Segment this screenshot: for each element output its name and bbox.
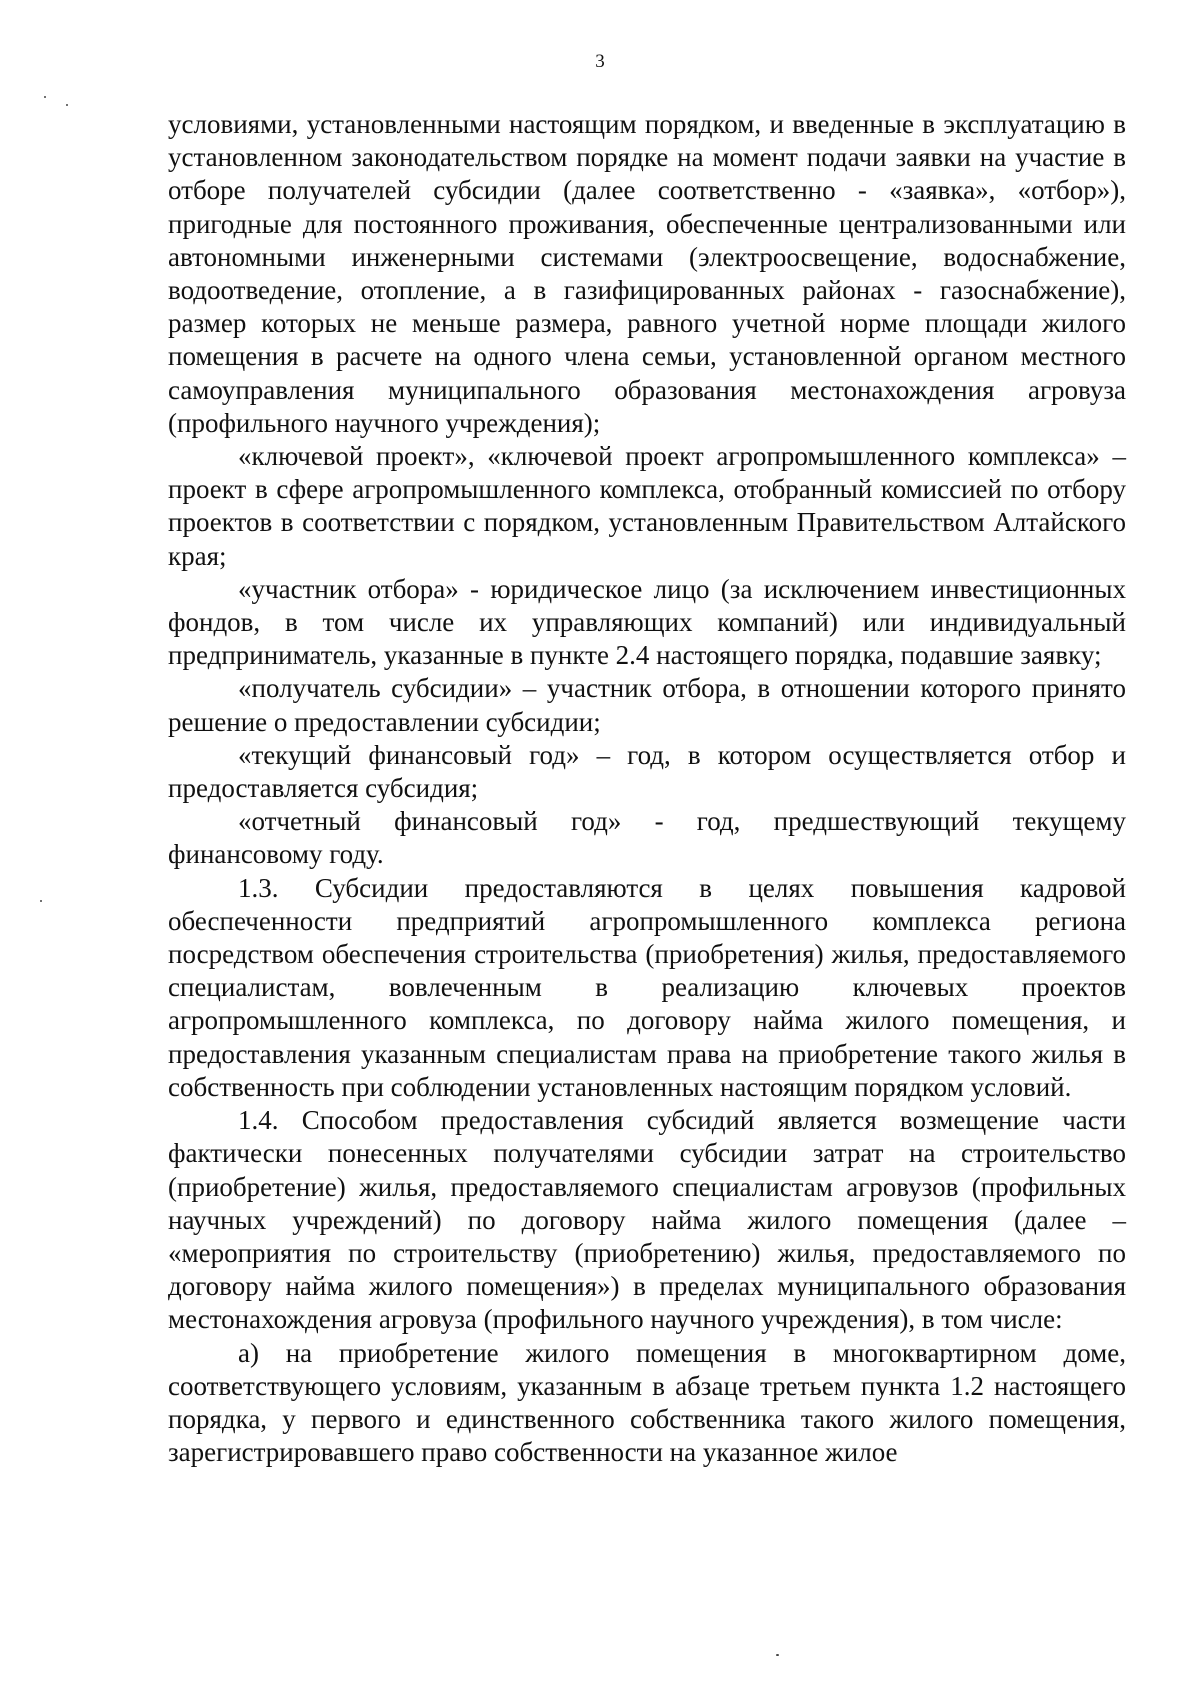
- paragraph-key-project-definition: «ключевой проект», «ключевой проект агропромышленного комплекса» – проект в сфере агропромышленного комплекса, отобранный комиссией по отбору проектов в соответствии с порядком, установленным Правительством Алтайского края;: [168, 441, 1126, 571]
- scan-speck: [66, 104, 68, 106]
- document-body: [168, 108, 1126, 1469]
- scan-speck: [40, 900, 42, 902]
- scan-speck: [776, 1654, 779, 1656]
- scan-speck: [44, 96, 46, 98]
- page-number: 3: [595, 51, 605, 72]
- paragraph-selection-participant-definition: «участник отбора» - юридическое лицо (за исключением инвестиционных фондов, в том числе их управляющих компаний) или индивидуальный предприниматель, указанные в пункте 2.4 настоящего порядка, подавшие заявку;: [168, 573, 1126, 671]
- paragraph-subsidy-recipient-definition: «получатель субсидии» – участник отбора, в отношении которого принято решение о предоставлении субсидии;: [168, 673, 1126, 737]
- paragraph-clause-1-4: 1.4. Способом предоставления субсидий является возмещение части фактически понесенных получателями субсидии затрат на строительство (приобретение) жилья, предоставляемого специалистам агровузов (профильных научных учреждений) по договору найма жилого помещения (далее – «мероприятия по строительству (приобретению) жилья, предоставляемого по договору найма жилого помещения») в пределах муниципального образования местонахождения агровуза (профильного научного учреждения), в том числе:: [168, 1105, 1126, 1335]
- paragraph-clause-1-4-a: а) на приобретение жилого помещения в многоквартирном доме, соответствующего условиям, указанным в абзаце третьем пункта 1.2 настоящего порядка, у первого и единственного собственника такого жилого помещения, зарегистрировавшего право собственности на указанное жилое: [168, 1337, 1126, 1468]
- paragraph-continuation: условиями, установленными настоящим порядком, и введенные в эксплуатацию в установленном законодательством порядке на момент подачи заявки на участие в отборе получателей субсидии (далее соответственно - «заявка», «отбор»), пригодные для постоянного проживания, обеспеченные централизованными или автономными инженерными системами (электроосвещение, водоснабжение, водоотведение, отопление, а в газифицированных районах - газоснабжение), размер которых не меньше размера, равного учетной норме площади жилого помещения в расчете на одного члена семьи, установленной органом местного самоуправления муниципального образования местонахождения агровуза (профильного научного учреждения);: [168, 109, 1126, 438]
- paragraph-current-fiscal-year-definition: «текущий финансовый год» – год, в котором осуществляется отбор и предоставляется субсидия;: [168, 739, 1126, 804]
- paragraph-clause-1-3: 1.3. Субсидии предоставляются в целях повышения кадровой обеспеченности предприятий агропромышленного комплекса региона посредством обеспечения строительства (приобретения) жилья, предоставляемого специалистам, вовлеченным в реализацию ключевых проектов агропромышленного комплекса, по договору найма жилого помещения, и предоставления указанным специалистам права на приобретение такого жилья в собственность при соблюдении установленных настоящим порядком условий.: [168, 872, 1126, 1102]
- paragraph-reporting-fiscal-year-definition: «отчетный финансовый год» - год, предшествующий текущему финансовому году.: [168, 806, 1126, 870]
